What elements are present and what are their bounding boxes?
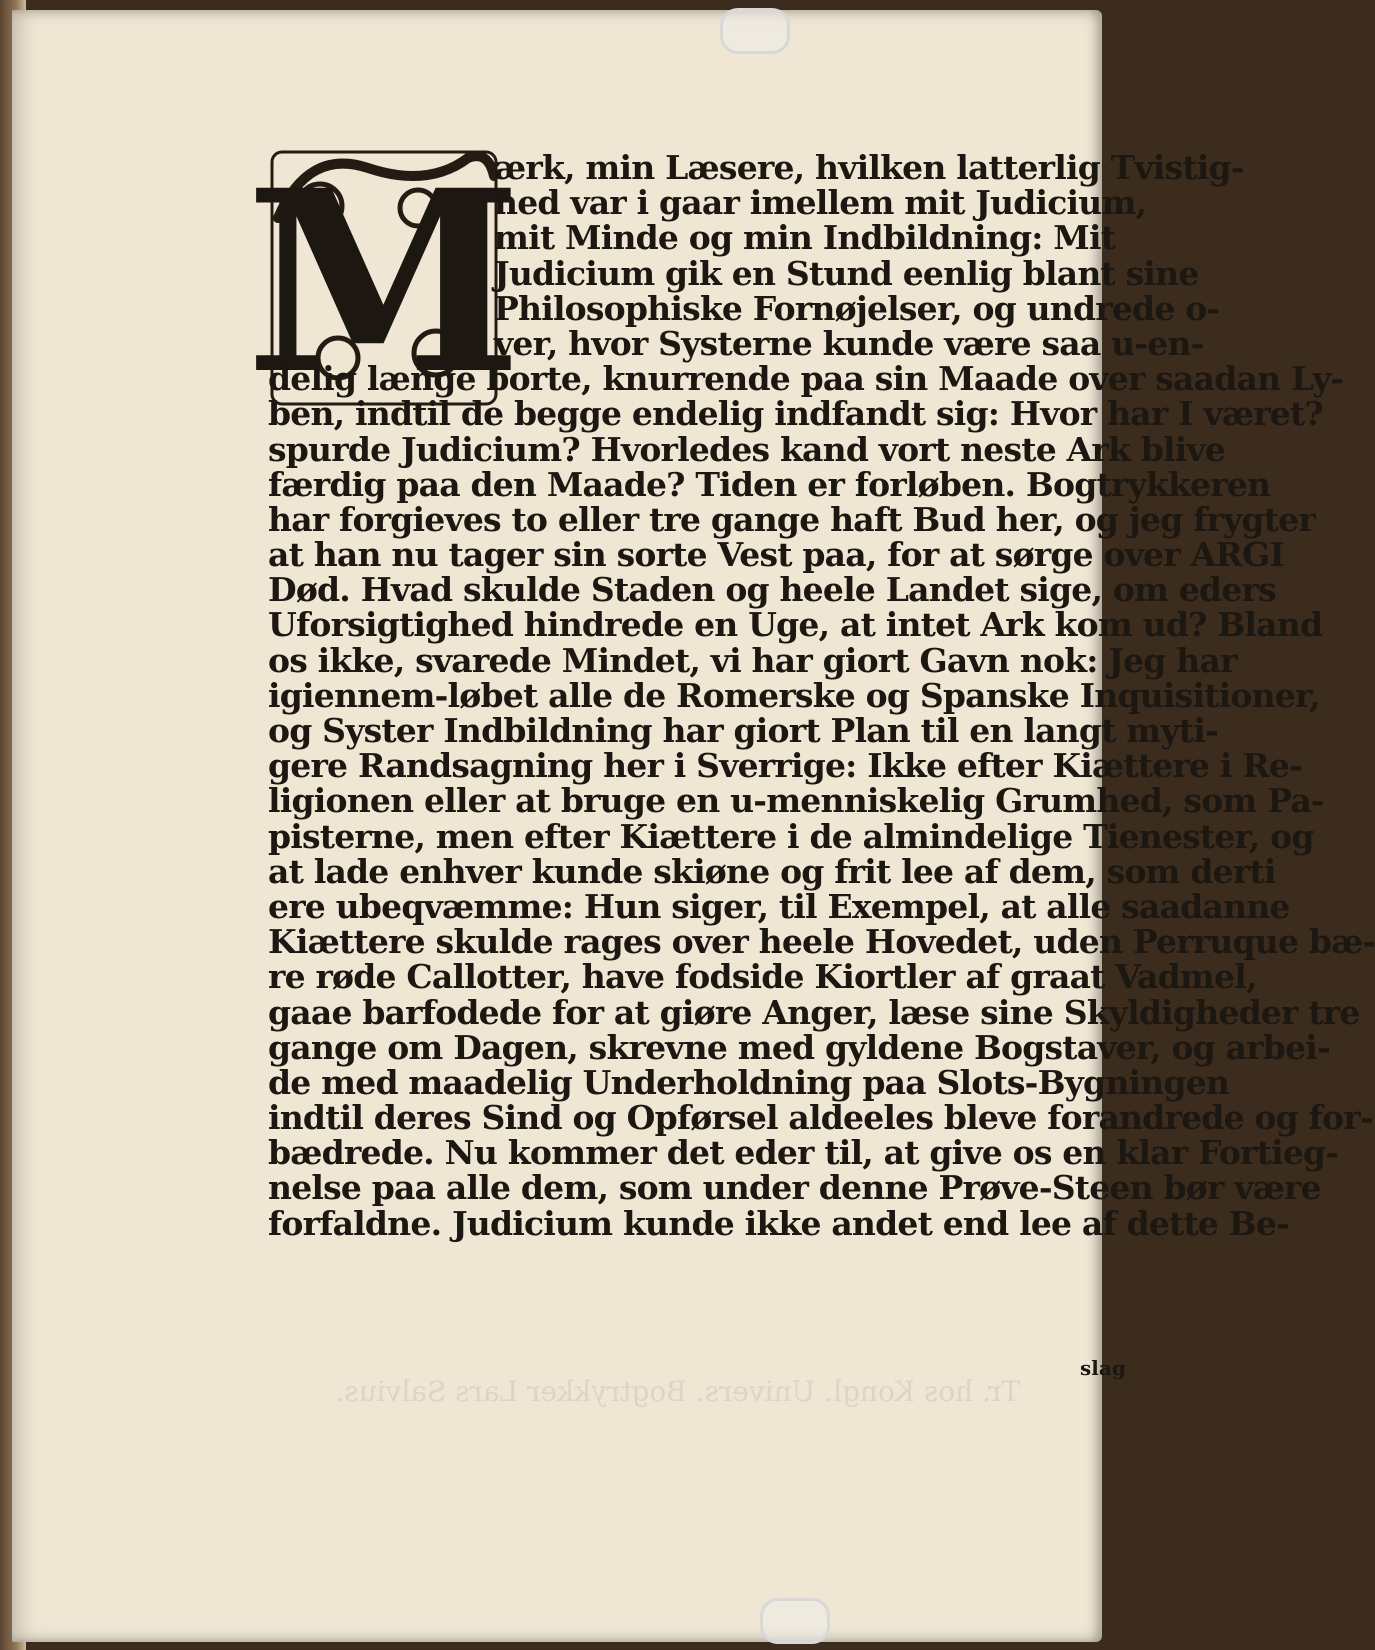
text-line: færdig paa den Maade? Tiden er forløben. Bogtrykkeren <box>268 464 1271 504</box>
text-line: Judicium gik en Stund eenlig blant sine <box>494 253 1199 293</box>
text-line: at han nu tager sin sorte Vest paa, for at sørge over ARGI <box>268 535 1285 575</box>
text-line: ver, hvor Systerne kunde være saa u-en- <box>494 323 1204 363</box>
text-line: bædrede. Nu kommer det eder til, at give os en klar Fortieg- <box>268 1133 1339 1173</box>
text-line: hed var i gaar imellem mit Judicium, <box>494 183 1147 223</box>
text-line: ligionen eller at bruge en u-menniskelig Grumhed, som Pa- <box>268 781 1324 821</box>
text-line: at lade enhver kunde skiøne og frit lee af dem, som derti <box>268 851 1276 891</box>
text-line: Philosophiske Fornøjelser, og undrede o- <box>494 288 1220 328</box>
text-line: forfaldne. Judicium kunde ikke andet end lee af dette Be- <box>268 1203 1289 1243</box>
text-line: Kiættere skulde rages over heele Hovedet, uden Perruque bæ- <box>268 922 1375 962</box>
text-line: ærk, min Læsere, hvilken latterlig Tvistig- <box>494 148 1244 187</box>
text-line: Død. Hvad skulde Staden og heele Landet sige, om eders <box>268 570 1276 610</box>
page-clip-top <box>720 8 790 54</box>
text-line: spurde Judicium? Hvorledes kand vort neste Ark blive <box>268 429 1226 469</box>
text-line: mit Minde og min Indbildning: Mit <box>494 218 1116 258</box>
text-line: ere ubeqvæmme: Hun siger, til Exempel, at alle saadanne <box>268 886 1290 926</box>
text-line: re røde Callotter, have fodside Kiortler af graat Vadmel, <box>268 957 1257 997</box>
text-line: igiennem-løbet alle de Romerske og Spanske Inquisitioner, <box>268 675 1320 715</box>
text-line: har forgieves to eller tre gange haft Bud her, og jeg frygter <box>268 499 1315 539</box>
text-line: og Syster Indbildning har giort Plan til en langt myti- <box>268 711 1218 750</box>
text-line: Uforsigtighed hindrede en Uge, at intet Ark kom ud? Bland <box>268 605 1323 645</box>
bleed-through-text: Tr. hos Kongl. Univers. Bogtrykker Lars Salvius. <box>335 1375 1020 1408</box>
text-line: de med maadelig Underholdning paa Slots-Bygningen <box>268 1062 1230 1102</box>
body-text <box>268 148 1375 1243</box>
text-line: os ikke, svarede Mindet, vi har giort Gavn nok: Jeg har <box>268 640 1237 680</box>
initial-letter: M <box>245 135 523 429</box>
page-clip-bottom <box>760 1598 830 1644</box>
text-line: gange om Dagen, skrevne med gyldene Bogstaver, og arbei- <box>268 1027 1330 1067</box>
catchword: slag <box>1080 1356 1126 1380</box>
text-line: gaae barfodede for at giøre Anger, læse sine Skyldigheder tre <box>268 992 1360 1032</box>
text-line: ben, indtil de begge endelig indfandt sig: Hvor har I været? <box>268 394 1323 434</box>
text-line: pisterne, men efter Kiættere i de almindelige Tienester, og <box>268 816 1314 856</box>
text-line: nelse paa alle dem, som under denne Prøve-Steen bør være <box>268 1168 1321 1208</box>
text-line: gere Randsagning her i Sverrige: Ikke efter Kiættere i Re- <box>268 746 1303 786</box>
text-line: indtil deres Sind og Opførsel aldeeles bleve forandrede og for- <box>268 1098 1373 1138</box>
text-line: delig længe borte, knurrende paa sin Maade over saadan Ly- <box>268 359 1344 399</box>
